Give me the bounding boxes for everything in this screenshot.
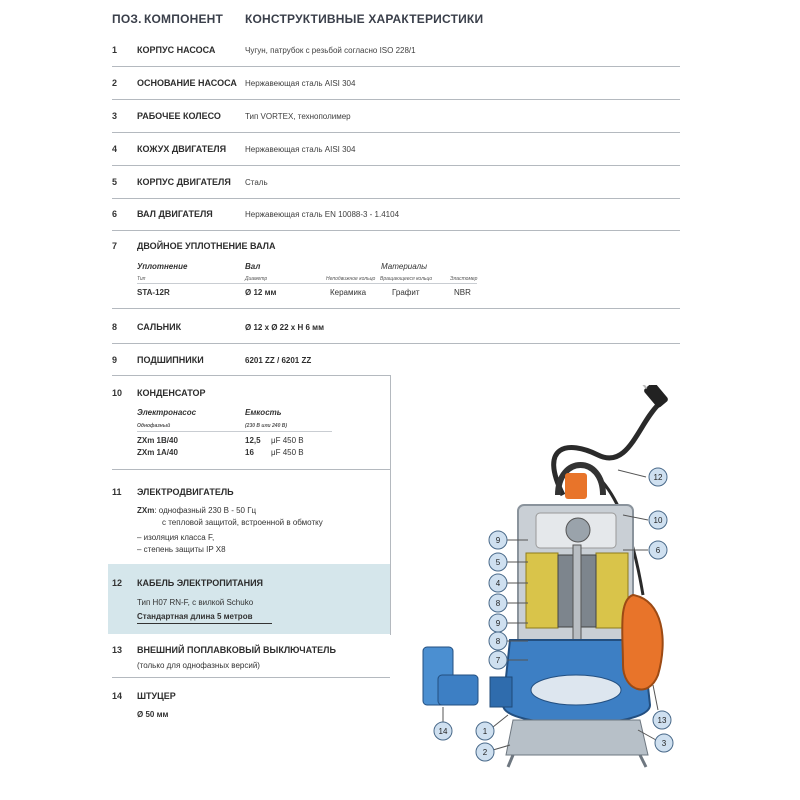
svg-text:14: 14: [438, 727, 448, 736]
row-number: 3: [112, 111, 118, 121]
component-name: ДВОЙНОЕ УПЛОТНЕНИЕ ВАЛА: [137, 241, 276, 251]
svg-text:9: 9: [495, 536, 501, 545]
seal-col-shaft: Вал: [245, 262, 261, 271]
svg-text:12: 12: [653, 473, 663, 482]
callout-14: [434, 707, 452, 740]
row-number: 6: [112, 209, 118, 219]
svg-text:8: 8: [495, 599, 501, 608]
seal-sub-stationary: Неподвижное кольцо: [326, 276, 376, 282]
svg-text:10: 10: [653, 516, 663, 525]
cap-col-capacity: Емкость: [245, 408, 282, 417]
callout-1: [476, 715, 508, 740]
hose-fitting-elbow: [438, 675, 478, 705]
header-characteristics: КОНСТРУКТИВНЫЕ ХАРАКТЕРИСТИКИ: [245, 12, 484, 26]
row-divider: [112, 132, 680, 133]
callout-2: [476, 743, 510, 761]
seal-elastomer: NBR: [454, 288, 471, 297]
seal-col-materials: Материалы: [381, 262, 427, 271]
component-value: Ø 50 мм: [137, 710, 169, 719]
row-number: 7: [112, 241, 118, 251]
row-number: 2: [112, 78, 118, 88]
svg-text:6: 6: [655, 546, 661, 555]
component-value: Чугун, патрубок с резьбой согласно ISO 228/1: [245, 46, 416, 55]
row-number: 9: [112, 355, 118, 365]
row-divider: [112, 198, 680, 199]
svg-text:4: 4: [495, 579, 501, 588]
column-divider: [390, 375, 391, 635]
seal-diameter: Ø 12 мм: [245, 288, 277, 297]
cable-underline: [137, 623, 272, 624]
component-value: Нержавеющая сталь AISI 304: [245, 79, 356, 88]
cap-sub-voltage: (230 В или 240 В): [245, 423, 288, 429]
cable-gland: [565, 473, 587, 499]
base-leg-right: [640, 755, 646, 767]
row-divider: [112, 308, 680, 309]
seal-sub-rotating: Вращающееся кольцо: [380, 276, 433, 282]
motor-line1: [137, 506, 256, 515]
row-number: 4: [112, 144, 118, 154]
component-name: ВНЕШНИЙ ПОПЛАВКОВЫЙ ВЫКЛЮЧАТЕЛЬ: [137, 645, 336, 655]
component-name: КОЖУХ ДВИГАТЕЛЯ: [137, 144, 227, 154]
float-switch: [622, 595, 662, 689]
seal-sub-divider: [137, 283, 477, 284]
cable-line1: Тип H07 RN-F, с вилкой Schuko: [137, 598, 254, 607]
outlet-port: [490, 677, 512, 707]
row-number: 12: [112, 578, 123, 588]
callout-12: [618, 468, 667, 486]
component-value: Сталь: [245, 178, 268, 187]
row-number: 10: [112, 388, 123, 398]
row-number: 11: [112, 487, 122, 497]
row-divider: [112, 230, 680, 231]
row-divider: [112, 343, 680, 344]
winding-left: [526, 553, 558, 628]
row-number: 14: [112, 691, 123, 701]
motor-line2: с тепловой защитой, встроенной в обмотку: [162, 518, 323, 527]
row-divider: [112, 66, 680, 67]
component-name: КОНДЕНСАТОР: [137, 388, 206, 398]
pump-base: [506, 720, 648, 755]
cap-r2-unit: μF 450 В: [271, 448, 304, 457]
motor-model: ZXm: [137, 506, 155, 515]
component-name: САЛЬНИК: [137, 322, 182, 332]
component-name: ВАЛ ДВИГАТЕЛЯ: [137, 209, 213, 219]
header-pos: ПОЗ.: [112, 12, 142, 26]
motor-desc: : однофазный 230 В - 50 Гц: [154, 506, 257, 515]
component-value: Тип VORTEX, технополимер: [245, 112, 351, 121]
component-name: РАБОЧЕЕ КОЛЕСО: [137, 111, 221, 121]
component-name: КОРПУС ДВИГАТЕЛЯ: [137, 177, 231, 187]
row-divider: [112, 165, 680, 166]
row-number: 5: [112, 177, 118, 187]
svg-text:8: 8: [495, 637, 501, 646]
seal-sub-diameter: Диаметр: [245, 276, 268, 282]
seal-rotating: Графит: [392, 288, 420, 297]
header-component: КОМПОНЕНТ: [144, 12, 224, 26]
plug-icon: [638, 385, 669, 409]
svg-text:2: 2: [482, 748, 488, 757]
component-name: КАБЕЛЬ ЭЛЕКТРОПИТАНИЯ: [137, 578, 264, 588]
seal-sub-type: Тип: [137, 276, 146, 282]
component-value: Ø 12 x Ø 22 x H 6 мм: [245, 323, 324, 332]
cap-sub-phase: Однофазный: [137, 423, 171, 429]
row-number: 13: [112, 645, 123, 655]
row-divider: [112, 677, 390, 678]
row-number: 1: [112, 45, 118, 55]
svg-text:13: 13: [657, 716, 667, 725]
cap-sub-divider: [137, 431, 332, 432]
component-name: ОСНОВАНИЕ НАСОСА: [137, 78, 237, 88]
seal-col-seal: Уплотнение: [137, 262, 188, 271]
component-name: КОРПУС НАСОСА: [137, 45, 216, 55]
seal-stationary: Керамика: [330, 288, 367, 297]
row-divider: [112, 99, 680, 100]
component-name: ШТУЦЕР: [137, 691, 176, 701]
float-note: (только для однофазных версий): [137, 661, 260, 670]
motor-line4: – степень защиты IP X8: [137, 545, 226, 554]
pump-diagram: [418, 385, 698, 775]
cap-r1-unit: μF 450 В: [271, 436, 304, 445]
cable-line2: Стандартная длина 5 метров: [137, 612, 253, 621]
svg-text:1: 1: [482, 727, 488, 736]
component-value: Нержавеющая сталь EN 10088-3 - 1.4104: [245, 210, 400, 219]
cap-r2-value: 16: [245, 448, 254, 457]
impeller: [531, 675, 621, 705]
seal-sub-elastomer: Эластомер: [450, 276, 478, 282]
row-divider: [112, 375, 390, 376]
component-value: Нержавеющая сталь AISI 304: [245, 145, 356, 154]
cap-r1-value: 12,5: [245, 436, 261, 445]
svg-text:9: 9: [495, 619, 501, 628]
seal-type: STA-12R: [137, 288, 170, 297]
capacitor: [566, 518, 590, 542]
cap-r2-model: ZXm 1A/40: [137, 448, 178, 457]
callout-13: [653, 685, 671, 729]
component-name: ПОДШИПНИКИ: [137, 355, 204, 365]
svg-text:5: 5: [495, 558, 501, 567]
row-number: 8: [112, 322, 118, 332]
svg-text:3: 3: [661, 739, 667, 748]
cap-col-pump: Электронасос: [137, 408, 197, 417]
component-value: 6201 ZZ / 6201 ZZ: [245, 356, 312, 365]
base-leg-left: [508, 755, 513, 767]
svg-text:7: 7: [495, 656, 501, 665]
row-divider: [112, 469, 390, 470]
motor-line3: – изоляция класса F,: [137, 533, 215, 542]
component-name: ЭЛЕКТРОДВИГАТЕЛЬ: [137, 487, 234, 497]
cap-r1-model: ZXm 1B/40: [137, 436, 178, 445]
